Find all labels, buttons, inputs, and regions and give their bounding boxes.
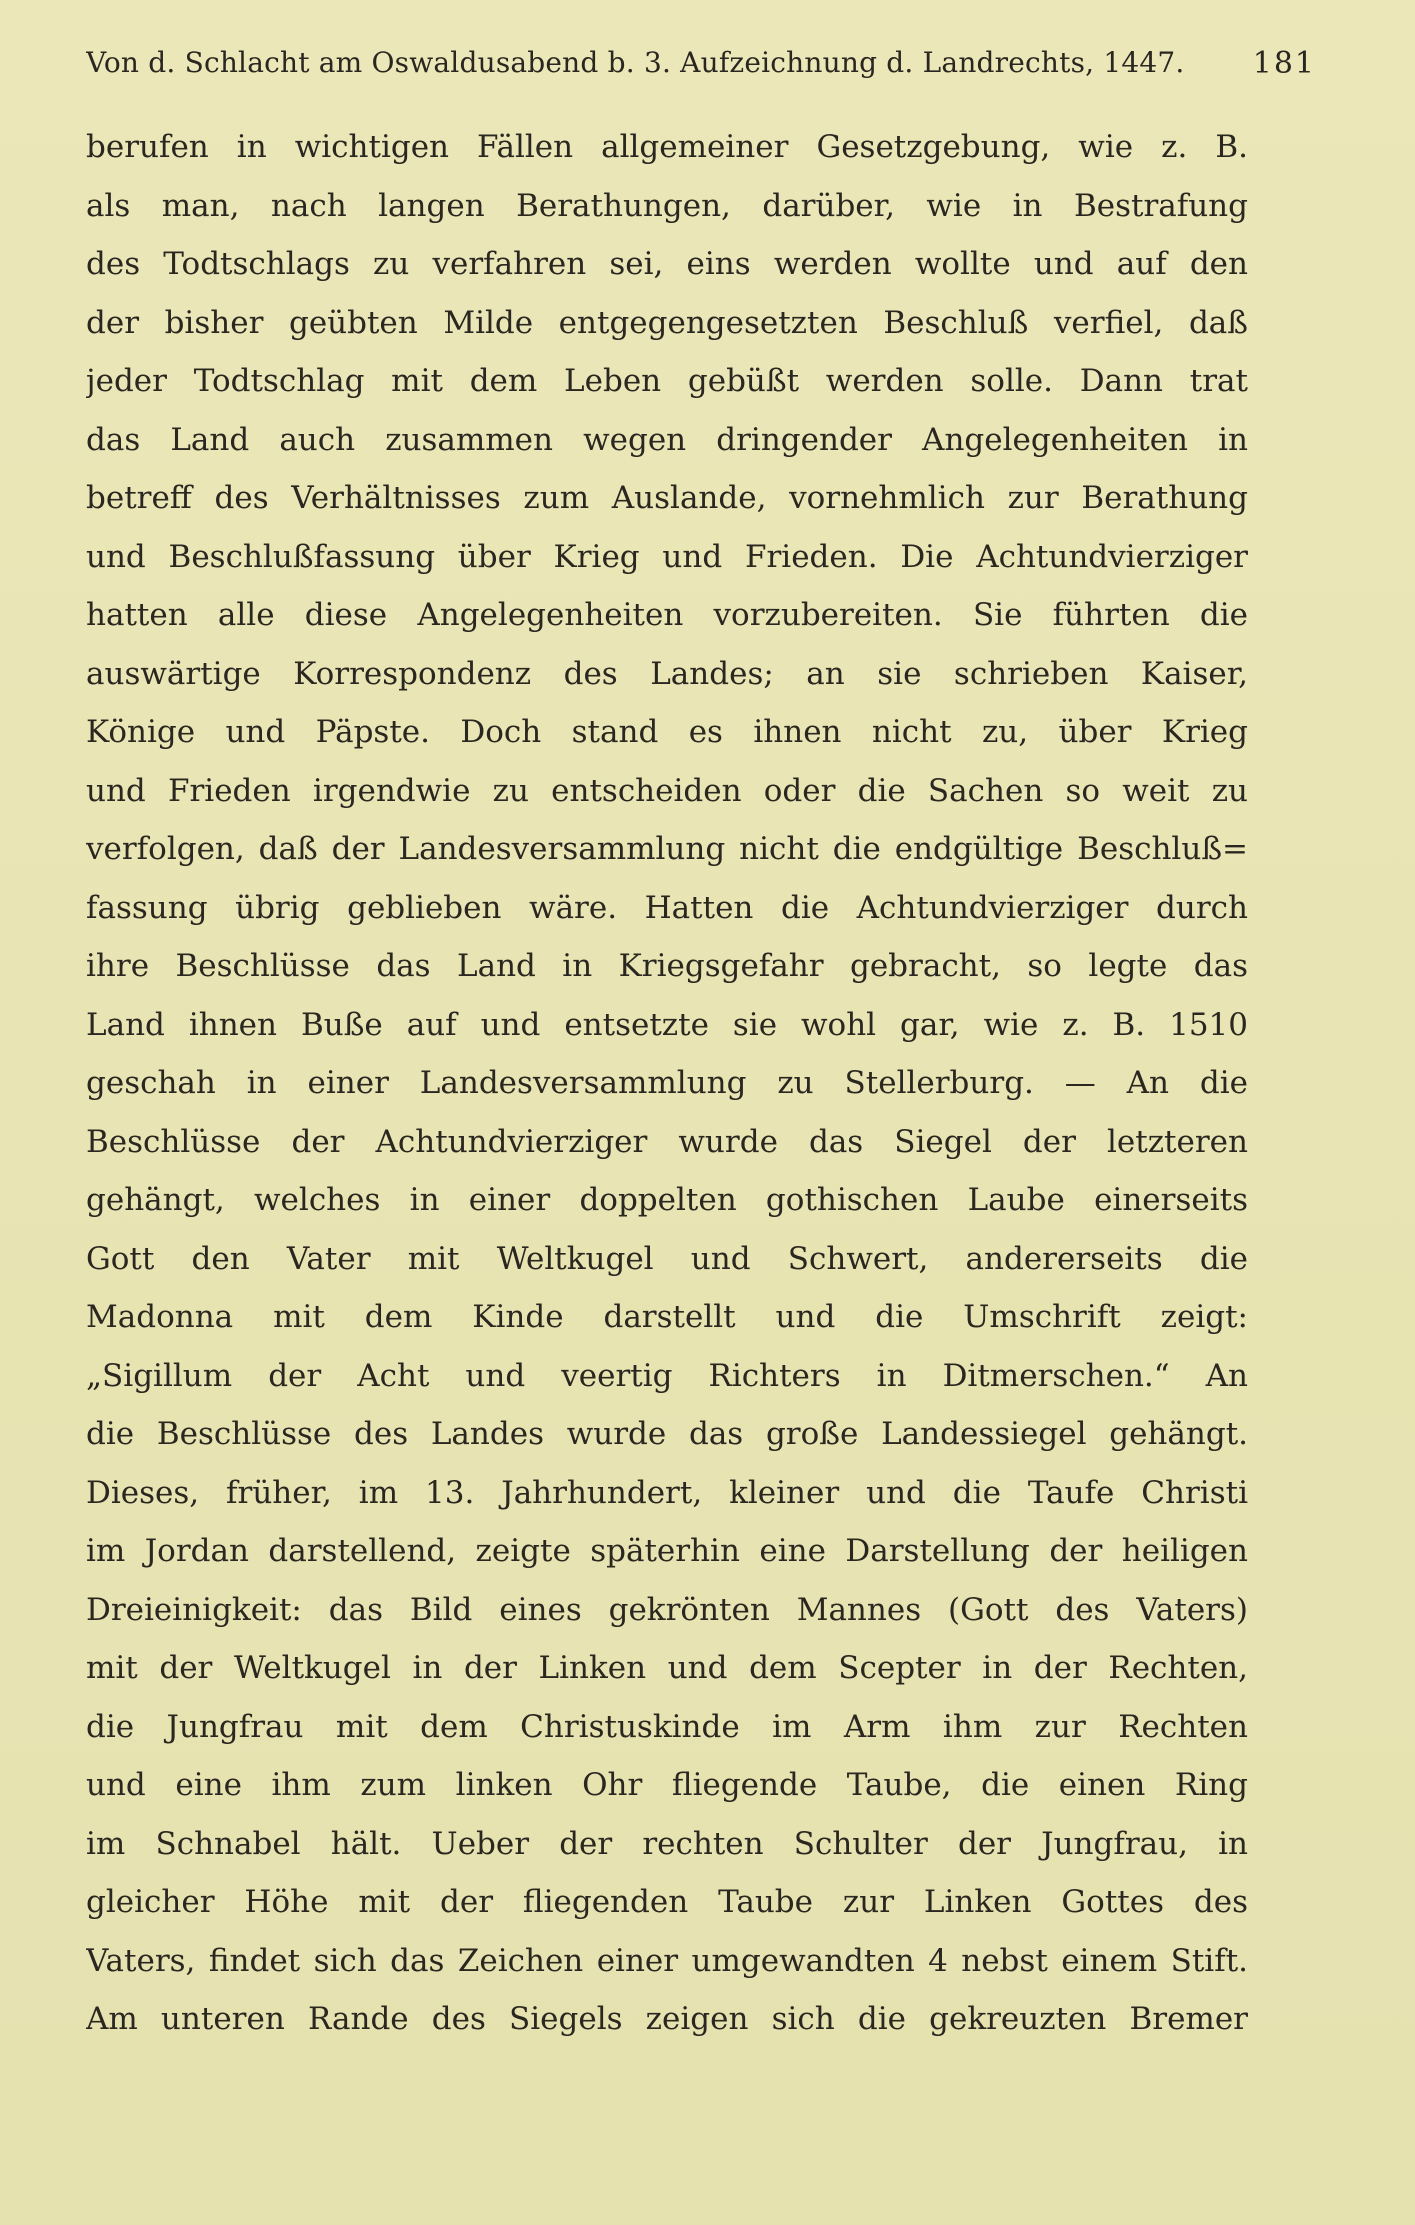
text-line: Dreieinigkeit: das Bild eines gekrönten Mannes (Gott des Vaters) — [86, 1591, 1248, 1628]
text-line: mit der Weltkugel in der Linken und dem Scepter in der Rechten, — [86, 1650, 1248, 1686]
text-line: Dieses, früher, im 13. Jahrhundert, kleiner und die Taufe Christi — [86, 1474, 1248, 1511]
text-line: das Land auch zusammen wegen dringender Angelegenheiten in — [86, 421, 1248, 458]
body-text — [86, 118, 1248, 2049]
page-number: 181 — [1252, 46, 1316, 81]
text-line: Gott den Vater mit Weltkugel und Schwert, andererseits die — [86, 1240, 1248, 1277]
text-line: die Jungfrau mit dem Christuskinde im Arm ihm zur Rechten — [86, 1708, 1248, 1745]
text-line: hatten alle diese Angelegenheiten vorzubereiten. Sie führten die — [86, 597, 1248, 633]
text-line: gehängt, welches in einer doppelten gothischen Laube einerseits — [86, 1182, 1248, 1218]
text-line: des Todtschlags zu verfahren sei, eins werden wollte und auf den — [86, 246, 1248, 282]
text-line: berufen in wichtigen Fällen allgemeiner Gesetzgebung, wie z. B. — [86, 129, 1248, 165]
text-line: der bisher geübten Milde entgegengesetzten Beschluß verfiel, daß — [86, 304, 1248, 341]
text-line: Vaters, findet sich das Zeichen einer umgewandten 4 nebst einem Stift. — [86, 1942, 1248, 1979]
text-line: im Jordan darstellend, zeigte späterhin eine Darstellung der heiligen — [86, 1533, 1248, 1569]
text-line: gleicher Höhe mit der fliegenden Taube zur Linken Gottes des — [86, 1884, 1248, 1920]
running-header — [86, 36, 1316, 92]
text-line: Am unteren Rande des Siegels zeigen sich die gekreuzten Bremer — [86, 2001, 1248, 2037]
text-line: betreff des Verhältnisses zum Auslande, vornehmlich zur Berathung — [86, 480, 1248, 516]
text-line: und Frieden irgendwie zu entscheiden oder die Sachen so weit zu — [86, 772, 1248, 809]
text-line: und Beschlußfassung über Krieg und Frieden. Die Achtundvierziger — [86, 538, 1248, 575]
text-line: die Beschlüsse des Landes wurde das große Landessiegel gehängt. — [86, 1416, 1248, 1452]
text-line: jeder Todtschlag mit dem Leben gebüßt werden solle. Dann trat — [86, 363, 1248, 399]
text-line: Könige und Päpste. Doch stand es ihnen nicht zu, über Krieg — [86, 714, 1248, 750]
text-line: fassung übrig geblieben wäre. Hatten die Achtundvierziger durch — [86, 889, 1248, 926]
text-line: und eine ihm zum linken Ohr fliegende Taube, die einen Ring — [86, 1767, 1248, 1803]
text-line: im Schnabel hält. Ueber der rechten Schulter der Jungfrau, in — [86, 1825, 1248, 1862]
text-line: als man, nach langen Berathungen, darüber, wie in Bestrafung — [86, 187, 1248, 224]
text-line: Madonna mit dem Kinde darstellt und die Umschrift zeigt: — [86, 1299, 1248, 1335]
text-line: geschah in einer Landesversammlung zu Stellerburg. — An die — [86, 1065, 1248, 1101]
text-line: auswärtige Korrespondenz des Landes; an sie schrieben Kaiser, — [86, 655, 1248, 692]
text-line: ihre Beschlüsse das Land in Kriegsgefahr gebracht, so legte das — [86, 948, 1248, 984]
text-line: verfolgen, daß der Landesversammlung nicht die endgültige Beschluß= — [86, 831, 1248, 867]
running-title: Von d. Schlacht am Oswaldusabend b. 3. Aufzeichnung d. Landrechts, 1447. — [86, 46, 1185, 79]
text-line: „Sigillum der Acht und veertig Richters in Ditmerschen.“ An — [86, 1357, 1248, 1394]
text-line: Beschlüsse der Achtundvierziger wurde das Siegel der letzteren — [86, 1123, 1248, 1160]
text-line: Land ihnen Buße auf und entsetzte sie wohl gar, wie z. B. 1510 — [86, 1006, 1248, 1043]
